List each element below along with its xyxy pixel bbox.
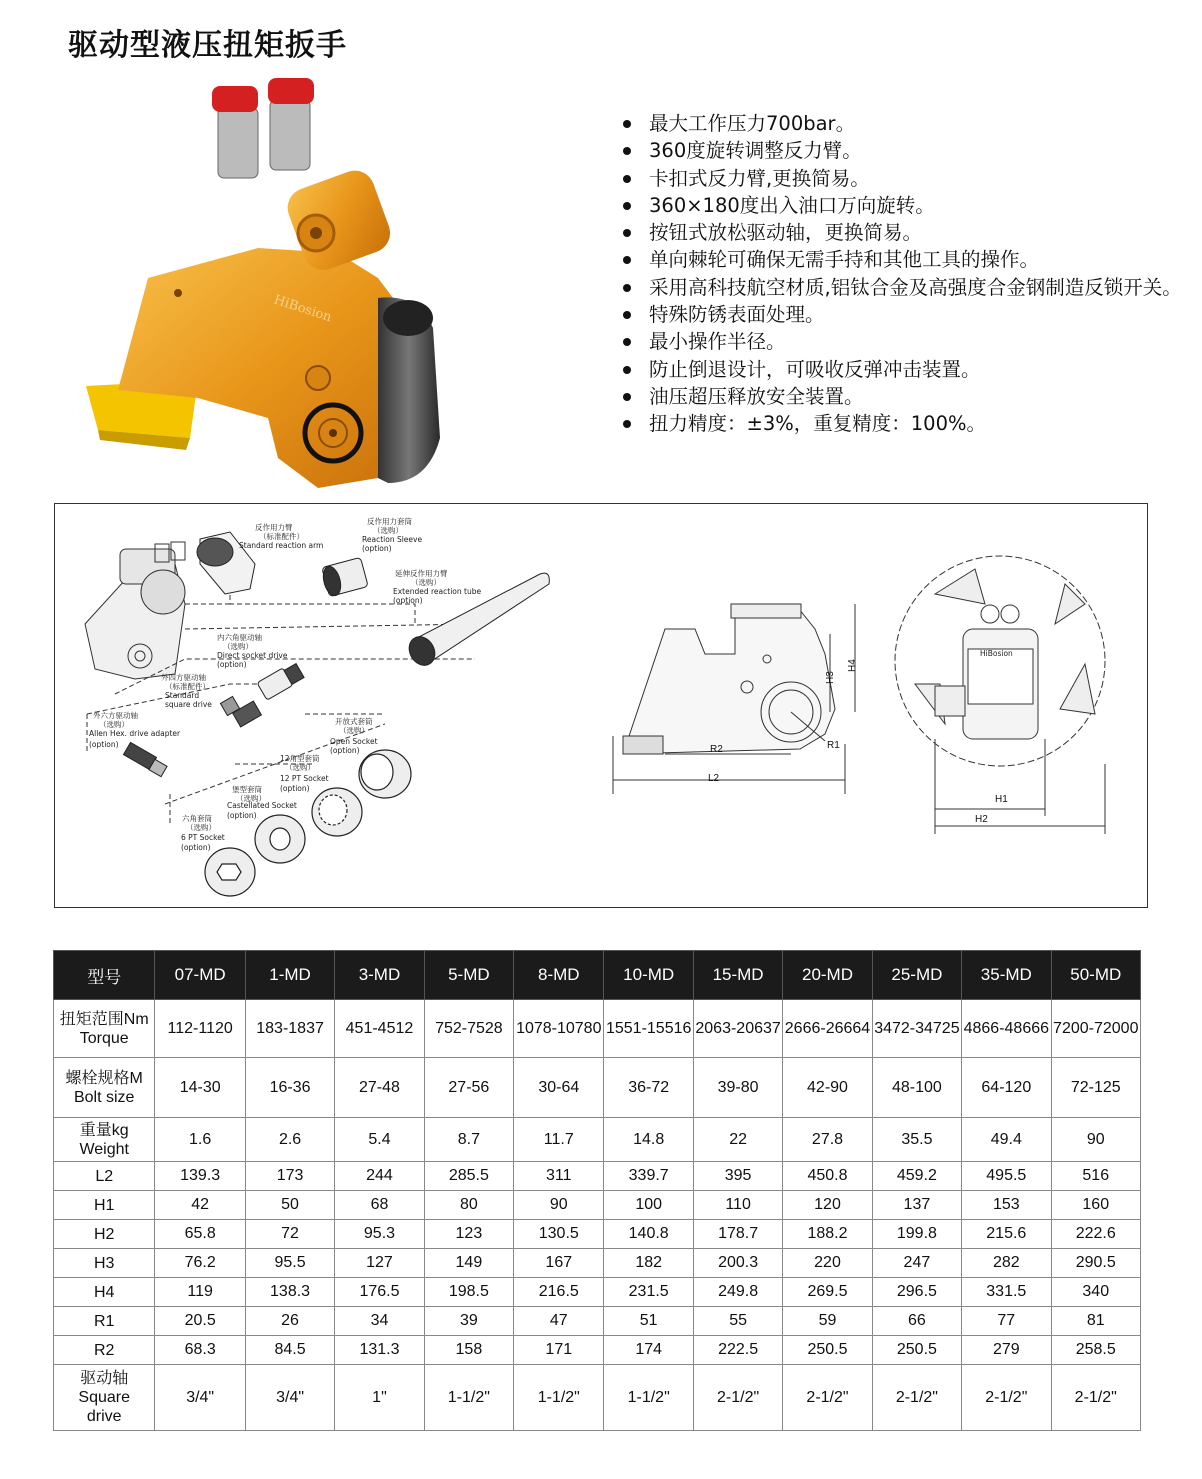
svg-text:（选购）: （选购） xyxy=(99,720,129,729)
12pt-socket xyxy=(312,788,362,836)
table-cell: 279 xyxy=(962,1336,1051,1365)
table-cell: 171 xyxy=(514,1336,604,1365)
feature-item: 油压超压释放安全装置。 xyxy=(622,383,1182,410)
table-cell: 72 xyxy=(245,1220,334,1249)
table-cell: 76.2 xyxy=(155,1249,245,1278)
row-label-line: 扭矩范围Nm xyxy=(59,1010,149,1028)
table-cell: 2-1/2" xyxy=(872,1365,961,1431)
model-header: 3-MD xyxy=(335,951,424,1000)
row-label-line: Weight xyxy=(79,1140,129,1158)
svg-text:外六方驱动轴: 外六方驱动轴 xyxy=(93,711,138,720)
table-cell: 199.8 xyxy=(872,1220,961,1249)
table-cell: 174 xyxy=(604,1336,693,1365)
row-label xyxy=(54,1365,155,1431)
part-label-square-drive xyxy=(161,672,212,709)
spec-table xyxy=(53,950,1141,1431)
table-cell: 296.5 xyxy=(872,1278,961,1307)
table-cell: 3/4" xyxy=(155,1365,245,1431)
table-cell: 2063-20637 xyxy=(693,1000,782,1058)
feature-item: 最小操作半径。 xyxy=(622,328,1182,355)
svg-text:(option): (option) xyxy=(181,843,211,852)
table-cell: 176.5 xyxy=(335,1278,424,1307)
table-cell: 1-1/2" xyxy=(514,1365,604,1431)
svg-text:六角套筒: 六角套筒 xyxy=(182,814,212,823)
row-label-line: H4 xyxy=(94,1283,115,1301)
model-header: 35-MD xyxy=(962,951,1051,1000)
model-header: 1-MD xyxy=(245,951,334,1000)
accessory-diagram-panel xyxy=(54,503,1148,908)
open-socket xyxy=(359,750,411,798)
table-row xyxy=(54,1365,1141,1431)
table-cell: 110 xyxy=(693,1191,782,1220)
table-row xyxy=(54,1307,1141,1336)
table-cell: 1.6 xyxy=(155,1118,245,1162)
table-cell: 39 xyxy=(424,1307,513,1336)
table-cell: 249.8 xyxy=(693,1278,782,1307)
svg-text:堡型套筒: 堡型套筒 xyxy=(232,785,262,794)
hex-drive-adapter xyxy=(124,742,168,776)
table-cell: 1-1/2" xyxy=(424,1365,513,1431)
table-cell: 81 xyxy=(1051,1307,1140,1336)
svg-text:Open Socket: Open Socket xyxy=(330,737,378,746)
svg-text:12 PT Socket: 12 PT Socket xyxy=(280,774,329,783)
dim-h2: H2 xyxy=(975,814,988,825)
part-label-hex-adapter xyxy=(89,710,181,749)
feature-item: 单向棘轮可确保无需手持和其他工具的操作。 xyxy=(622,246,1182,273)
table-cell: 244 xyxy=(335,1162,424,1191)
table-cell: 66 xyxy=(872,1307,961,1336)
table-cell: 282 xyxy=(962,1249,1051,1278)
table-cell: 90 xyxy=(514,1191,604,1220)
table-cell: 47 xyxy=(514,1307,604,1336)
table-cell: 95.3 xyxy=(335,1220,424,1249)
svg-text:（选购）: （选购） xyxy=(223,642,253,651)
table-cell: 459.2 xyxy=(872,1162,961,1191)
row-label-line: 重量kg xyxy=(79,1121,129,1139)
svg-text:反作用力套筒: 反作用力套筒 xyxy=(367,517,412,526)
row-label-line: 驱动轴 xyxy=(80,1370,129,1387)
table-cell: 59 xyxy=(783,1307,872,1336)
table-cell: 516 xyxy=(1051,1162,1140,1191)
table-row xyxy=(54,1162,1141,1191)
table-cell: 138.3 xyxy=(245,1278,334,1307)
table-cell: 451-4512 xyxy=(335,1000,424,1058)
feature-item: 防止倒退设计，可吸收反弹冲击装置。 xyxy=(622,356,1182,383)
svg-text:（选购）: （选购） xyxy=(236,794,266,803)
table-cell: 84.5 xyxy=(245,1336,334,1365)
table-cell: 311 xyxy=(514,1162,604,1191)
table-cell: 1551-15516 xyxy=(604,1000,693,1058)
part-label-6pt-socket xyxy=(181,813,225,852)
front-view-drawing xyxy=(895,556,1105,834)
table-cell: 395 xyxy=(693,1162,782,1191)
table-cell: 35.5 xyxy=(872,1118,961,1162)
svg-text:Standard: Standard xyxy=(165,691,200,700)
table-cell: 2666-26664 xyxy=(783,1000,872,1058)
model-header: 20-MD xyxy=(783,951,872,1000)
table-cell: 127 xyxy=(335,1249,424,1278)
row-label xyxy=(54,1307,155,1336)
row-label-line: 螺栓规格M xyxy=(65,1069,143,1087)
table-cell: 188.2 xyxy=(783,1220,872,1249)
feature-list xyxy=(622,110,1182,438)
direct-socket-drive xyxy=(257,664,304,701)
part-label-reaction-sleeve xyxy=(362,516,422,553)
table-cell: 1" xyxy=(335,1365,424,1431)
table-cell: 198.5 xyxy=(424,1278,513,1307)
table-cell: 160 xyxy=(1051,1191,1140,1220)
feature-item: 特殊防锈表面处理。 xyxy=(622,301,1182,328)
feature-item: 最大工作压力700bar。 xyxy=(622,110,1182,137)
table-cell: 68.3 xyxy=(155,1336,245,1365)
table-cell: 250.5 xyxy=(783,1336,872,1365)
table-cell: 51 xyxy=(604,1307,693,1336)
dim-r1: R1 xyxy=(827,740,840,751)
table-cell: 16-36 xyxy=(245,1058,334,1118)
model-header: 10-MD xyxy=(604,951,693,1000)
table-cell: 22 xyxy=(693,1118,782,1162)
table-cell: 158 xyxy=(424,1336,513,1365)
table-cell: 2-1/2" xyxy=(1051,1365,1140,1431)
reaction-sleeve xyxy=(320,557,368,597)
svg-text:外四方驱动轴: 外四方驱动轴 xyxy=(161,673,206,682)
table-cell: 30-64 xyxy=(514,1058,604,1118)
table-cell: 27-48 xyxy=(335,1058,424,1118)
table-row xyxy=(54,1278,1141,1307)
table-cell: 167 xyxy=(514,1249,604,1278)
table-cell: 153 xyxy=(962,1191,1051,1220)
table-row xyxy=(54,1336,1141,1365)
table-cell: 42 xyxy=(155,1191,245,1220)
page-title: 驱动型液压扭矩扳手 xyxy=(68,28,347,63)
svg-text:(option): (option) xyxy=(362,544,392,553)
table-cell: 2.6 xyxy=(245,1118,334,1162)
part-label-reaction-arm xyxy=(239,522,323,550)
row-label-line: H2 xyxy=(94,1225,115,1243)
table-cell: 1-1/2" xyxy=(604,1365,693,1431)
table-cell: 231.5 xyxy=(604,1278,693,1307)
table-cell: 8.7 xyxy=(424,1118,513,1162)
feature-item: 按钮式放松驱动轴，更换简易。 xyxy=(622,219,1182,246)
table-cell: 5.4 xyxy=(335,1118,424,1162)
table-cell: 90 xyxy=(1051,1118,1140,1162)
model-header: 15-MD xyxy=(693,951,782,1000)
svg-text:(option): (option) xyxy=(227,811,257,820)
row-label-line: H1 xyxy=(94,1196,115,1214)
table-cell: 222.6 xyxy=(1051,1220,1140,1249)
table-cell: 149 xyxy=(424,1249,513,1278)
svg-text:延伸反作用力臂: 延伸反作用力臂 xyxy=(395,569,448,578)
table-cell: 216.5 xyxy=(514,1278,604,1307)
table-row xyxy=(54,1000,1141,1058)
castellated-socket xyxy=(255,815,305,863)
svg-text:Reaction Sleeve: Reaction Sleeve xyxy=(362,535,423,544)
svg-text:开放式套筒: 开放式套筒 xyxy=(335,717,373,726)
table-cell: 39-80 xyxy=(693,1058,782,1118)
table-cell: 77 xyxy=(962,1307,1051,1336)
table-cell: 50 xyxy=(245,1191,334,1220)
table-cell: 258.5 xyxy=(1051,1336,1140,1365)
row-label-line: drive xyxy=(86,1408,122,1425)
svg-text:square drive: square drive xyxy=(165,700,212,709)
row-label-line: Bolt size xyxy=(73,1088,135,1106)
svg-text:12角型套筒: 12角型套筒 xyxy=(280,754,320,763)
table-cell: 2-1/2" xyxy=(962,1365,1051,1431)
table-cell: 49.4 xyxy=(962,1118,1051,1162)
svg-text:(option): (option) xyxy=(393,596,423,605)
svg-text:（选购）: （选购） xyxy=(186,823,216,832)
svg-text:Standard reaction arm: Standard reaction arm xyxy=(239,541,324,550)
row-label-line: H3 xyxy=(94,1254,115,1272)
table-cell: 11.7 xyxy=(514,1118,604,1162)
table-cell: 4866-48666 xyxy=(962,1000,1051,1058)
feature-item: 采用高科技航空材质,铝钛合金及高强度合金钢制造反锁开关。 xyxy=(622,274,1182,301)
table-cell: 119 xyxy=(155,1278,245,1307)
row-label xyxy=(54,1191,155,1220)
table-cell: 72-125 xyxy=(1051,1058,1140,1118)
row-label-line: Torque xyxy=(79,1029,129,1047)
table-row xyxy=(54,1249,1141,1278)
table-row xyxy=(54,1058,1141,1118)
table-cell: 1078-10780 xyxy=(514,1000,604,1058)
svg-text:（标准配件）: （标准配件） xyxy=(165,682,210,691)
feature-item: 卡扣式反力臂,更换简易。 xyxy=(622,165,1182,192)
table-cell: 339.7 xyxy=(604,1162,693,1191)
table-cell: 215.6 xyxy=(962,1220,1051,1249)
svg-text:内六角驱动轴: 内六角驱动轴 xyxy=(217,633,262,642)
row-label-line: L2 xyxy=(95,1167,114,1185)
table-cell: 120 xyxy=(783,1191,872,1220)
dim-l2: L2 xyxy=(708,773,720,784)
table-header-row xyxy=(54,951,1141,1000)
table-cell: 42-90 xyxy=(783,1058,872,1118)
table-cell: 55 xyxy=(693,1307,782,1336)
svg-text:(option): (option) xyxy=(280,784,310,793)
table-cell: 131.3 xyxy=(335,1336,424,1365)
dim-r2: R2 xyxy=(710,744,723,755)
svg-text:Allen Hex. drive adapter: Allen Hex. drive adapter xyxy=(89,729,181,738)
table-cell: 450.8 xyxy=(783,1162,872,1191)
svg-text:反作用力臂: 反作用力臂 xyxy=(255,523,293,532)
row-label xyxy=(54,1249,155,1278)
table-cell: 173 xyxy=(245,1162,334,1191)
table-cell: 752-7528 xyxy=(424,1000,513,1058)
model-header: 5-MD xyxy=(424,951,513,1000)
dim-h4: H4 xyxy=(847,659,858,672)
table-cell: 27-56 xyxy=(424,1058,513,1118)
svg-text:（选购）: （选购） xyxy=(285,763,315,772)
svg-text:(option): (option) xyxy=(217,660,247,669)
row-label xyxy=(54,1058,155,1118)
table-cell: 14-30 xyxy=(155,1058,245,1118)
table-row xyxy=(54,1220,1141,1249)
table-cell: 3/4" xyxy=(245,1365,334,1431)
table-cell: 64-120 xyxy=(962,1058,1051,1118)
table-cell: 285.5 xyxy=(424,1162,513,1191)
table-cell: 2-1/2" xyxy=(783,1365,872,1431)
feature-item: 扭力精度：±3%，重复精度：100%。 xyxy=(622,410,1182,437)
table-cell: 247 xyxy=(872,1249,961,1278)
model-header: 25-MD xyxy=(872,951,961,1000)
svg-text:Castellated Socket: Castellated Socket xyxy=(227,801,297,810)
part-label-extended-tube xyxy=(393,568,481,605)
table-cell: 2-1/2" xyxy=(693,1365,782,1431)
table-cell: 139.3 xyxy=(155,1162,245,1191)
row-label xyxy=(54,1220,155,1249)
table-cell: 290.5 xyxy=(1051,1249,1140,1278)
table-cell: 183-1837 xyxy=(245,1000,334,1058)
part-label-direct-socket xyxy=(217,632,288,669)
table-cell: 130.5 xyxy=(514,1220,604,1249)
table-cell: 200.3 xyxy=(693,1249,782,1278)
table-row xyxy=(54,1118,1141,1162)
svg-text:（选购）: （选购） xyxy=(339,726,369,735)
model-header: 8-MD xyxy=(514,951,604,1000)
brand-logo: HiBosion xyxy=(271,292,334,326)
svg-text:（标准配件）: （标准配件） xyxy=(259,532,304,541)
svg-text:(option): (option) xyxy=(89,740,119,749)
hydraulic-torque-wrench-photo-icon xyxy=(78,78,478,498)
row-label xyxy=(54,1278,155,1307)
table-cell: 137 xyxy=(872,1191,961,1220)
svg-text:（选购）: （选购） xyxy=(373,526,403,535)
table-cell: 220 xyxy=(783,1249,872,1278)
row-label xyxy=(54,1162,155,1191)
svg-text:(option): (option) xyxy=(330,746,360,755)
side-view-drawing xyxy=(613,604,855,794)
table-cell: 3472-34725 xyxy=(872,1000,961,1058)
feature-item: 360度旋转调整反力臂。 xyxy=(622,137,1182,164)
table-cell: 269.5 xyxy=(783,1278,872,1307)
part-label-12pt-socket xyxy=(280,753,329,793)
table-cell: 27.8 xyxy=(783,1118,872,1162)
table-cell: 100 xyxy=(604,1191,693,1220)
table-cell: 140.8 xyxy=(604,1220,693,1249)
model-header: 50-MD xyxy=(1051,951,1140,1000)
row-label-line: Square xyxy=(78,1389,131,1406)
table-cell: 340 xyxy=(1051,1278,1140,1307)
row-label-line: R2 xyxy=(94,1341,115,1359)
table-cell: 26 xyxy=(245,1307,334,1336)
dim-h1: H1 xyxy=(995,794,1008,805)
svg-text:Direct socket drive: Direct socket drive xyxy=(217,651,288,660)
table-row xyxy=(54,1191,1141,1220)
svg-text:Extended reaction tube: Extended reaction tube xyxy=(393,587,482,596)
row-label-line: R1 xyxy=(94,1312,115,1330)
table-cell: 112-1120 xyxy=(155,1000,245,1058)
table-cell: 178.7 xyxy=(693,1220,782,1249)
table-cell: 95.5 xyxy=(245,1249,334,1278)
table-corner-header: 型号 xyxy=(54,951,155,1000)
table-cell: 80 xyxy=(424,1191,513,1220)
table-cell: 48-100 xyxy=(872,1058,961,1118)
table-cell: 34 xyxy=(335,1307,424,1336)
tool-sketch xyxy=(85,542,185,679)
standard-square-drive xyxy=(220,696,261,726)
svg-text:6 PT Socket: 6 PT Socket xyxy=(181,833,225,842)
row-label xyxy=(54,1000,155,1058)
table-cell: 331.5 xyxy=(962,1278,1051,1307)
table-cell: 14.8 xyxy=(604,1118,693,1162)
row-label xyxy=(54,1336,155,1365)
6pt-socket xyxy=(205,848,255,896)
table-cell: 7200-72000 xyxy=(1051,1000,1140,1058)
model-header: 07-MD xyxy=(155,951,245,1000)
feature-item: 360×180度出入油口万向旋转。 xyxy=(622,192,1182,219)
table-cell: 182 xyxy=(604,1249,693,1278)
table-cell: 123 xyxy=(424,1220,513,1249)
svg-text:（选购）: （选购） xyxy=(411,578,441,587)
dim-h3: H3 xyxy=(825,671,836,684)
row-label xyxy=(54,1118,155,1162)
table-cell: 65.8 xyxy=(155,1220,245,1249)
table-cell: 495.5 xyxy=(962,1162,1051,1191)
table-cell: 222.5 xyxy=(693,1336,782,1365)
table-cell: 250.5 xyxy=(872,1336,961,1365)
front-view-badge: HiBosion xyxy=(980,649,1013,658)
table-cell: 36-72 xyxy=(604,1058,693,1118)
table-cell: 20.5 xyxy=(155,1307,245,1336)
table-cell: 68 xyxy=(335,1191,424,1220)
